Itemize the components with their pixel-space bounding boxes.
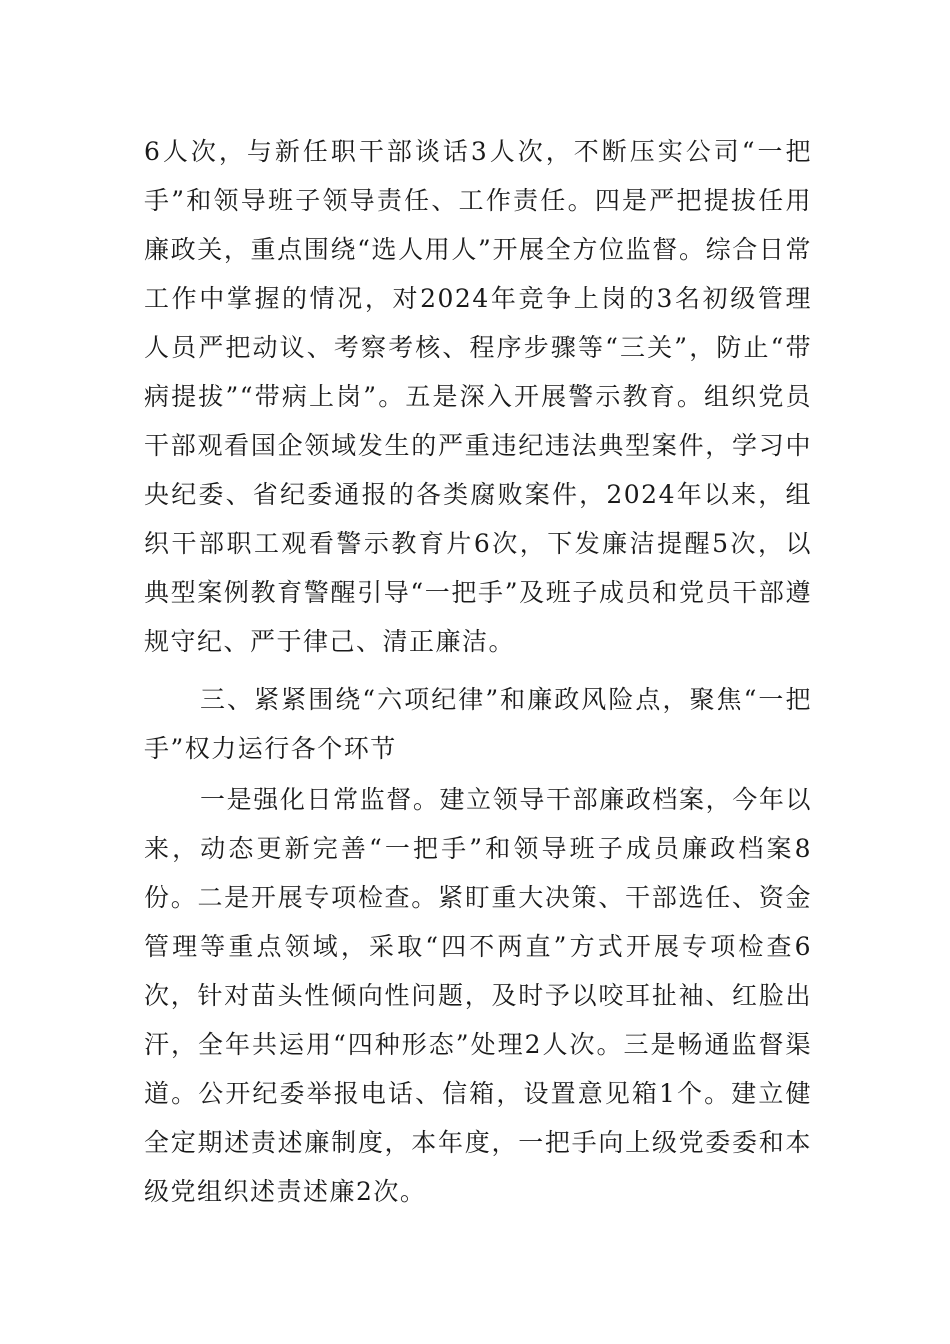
body-paragraph: 一是强化日常监督。建立领导干部廉政档案，今年以来，动态更新完善“一把手”和领导班子成员廉政档案8份。二是开展专项检查。紧盯重大决策、干部选任、资金管理等重点领域，采取“四不两直”方式开展专项检查6次，针对苗头性倾向性问题，及时予以咬耳扯袖、红脸出汗，全年共运用“四种形态”处理2人次。三是畅通监督渠道。公开纪委举报电话、信箱，设置意见箱1个。建立健全定期述责述廉制度，本年度，一把手向上级党委委和本级党组织述责述廉2次。 — [144, 785, 812, 1206]
body-paragraph: 6人次，与新任职干部谈话3人次，不断压实公司“一把手”和领导班子领导责任、工作责任。四是严把提拔任用廉政关，重点围绕“选人用人”开展全方位监督。综合日常工作中掌握的情况，对2024年竞争上岗的3名初级管理人员严把动议、考察考核、程序步骤等“三关”，防止“带病提拔”“带病上岗”。五是深入开展警示教育。组织党员干部观看国企领域发生的严重违纪违法典型案件，学习中央纪委、省纪委通报的各类腐败案件，2024年以来，组织干部职工观看警示教育片6次，下发廉洁提醒5次，以典型案例教育警醒引导“一把手”及班子成员和党员干部遵规守纪、严于律己、清正廉洁。 — [144, 137, 812, 656]
section-heading: 三、紧紧围绕“六项纪律”和廉政风险点，聚焦“一把手”权力运行各个环节 — [144, 685, 812, 763]
